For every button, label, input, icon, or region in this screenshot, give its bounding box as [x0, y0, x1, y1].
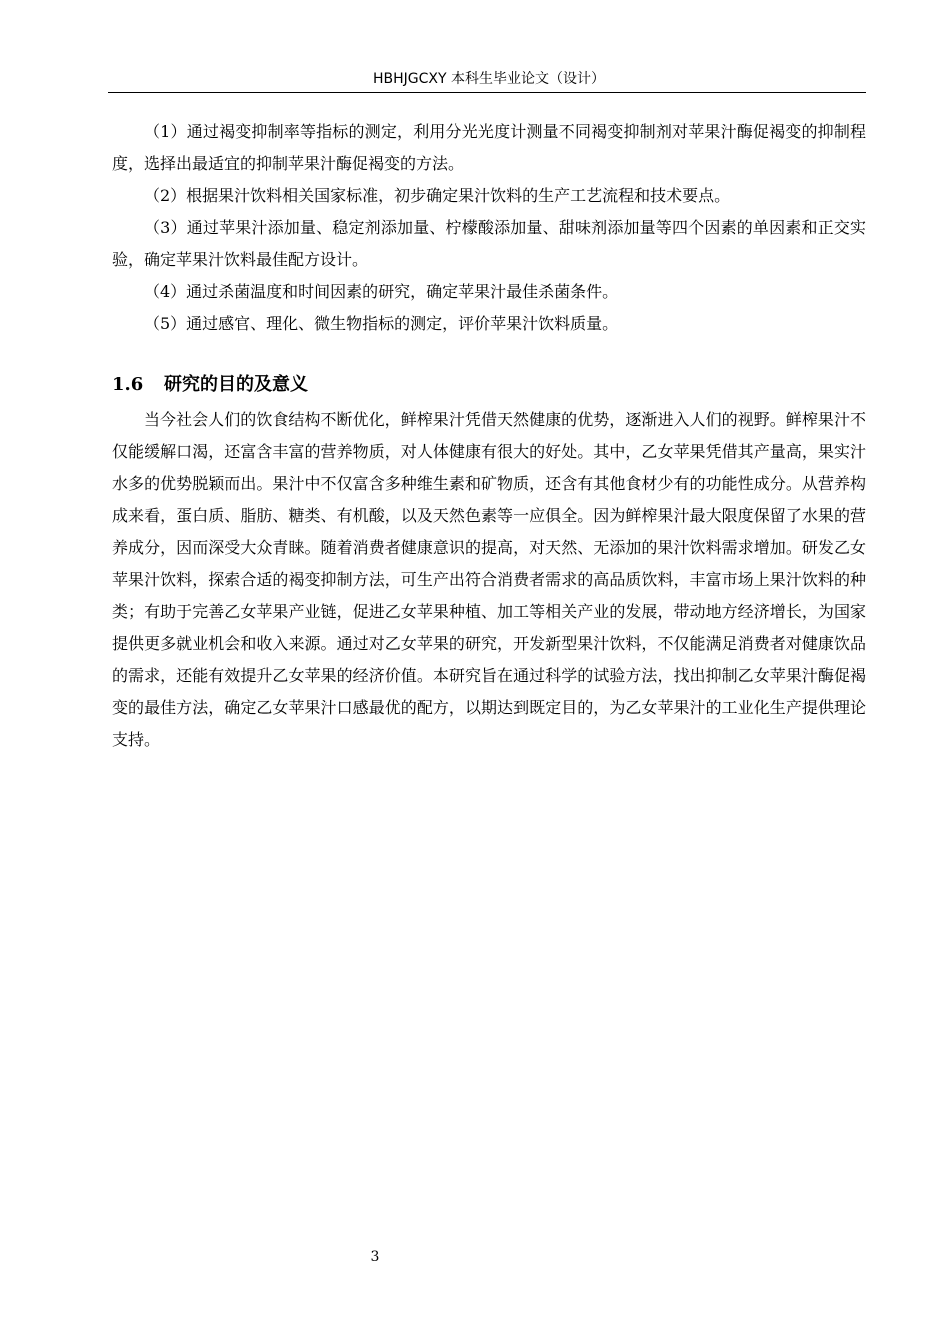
page-content	[112, 116, 866, 756]
body-paragraph: 当今社会人们的饮食结构不断优化，鲜榨果汁凭借天然健康的优势，逐渐进入人们的视野。鲜榨果汁不仅能缓解口渴，还富含丰富的营养物质，对人体健康有很大的好处。其中，乙女苹果凭借其产量高，果实汁水多的优势脱颖而出。果汁中不仅富含多种维生素和矿物质，还含有其他食材少有的功能性成分。从营养构成来看，蛋白质、脂肪、糖类、有机酸，以及天然色素等一应俱全。因为鲜榨果汁最大限度保留了水果的营养成分，因而深受大众青睐。随着消费者健康意识的提高，对天然、无添加的果汁饮料需求增加。研发乙女苹果汁饮料，探索合适的褐变抑制方法，可生产出符合消费者需求的高品质饮料，丰富市场上果汁饮料的种类；有助于完善乙女苹果产业链，促进乙女苹果种植、加工等相关产业的发展，带动地方经济增长，为国家提供更多就业机会和收入来源。通过对乙女苹果的研究，开发新型果汁饮料，不仅能满足消费者对健康饮品的需求，还能有效提升乙女苹果的经济价值。本研究旨在通过科学的试验方法，找出抑制乙女苹果汁酶促褐变的最佳方法，确定乙女苹果汁口感最优的配方，以期达到既定目的，为乙女苹果汁的工业化生产提供理论支持。	[112, 410, 866, 749]
header-divider	[108, 92, 866, 93]
list-item-4: （4）通过杀菌温度和时间因素的研究，确定苹果汁最佳杀菌条件。	[144, 282, 619, 301]
section-title: 研究的目的及意义	[164, 374, 308, 395]
list-item-2: （2）根据果汁饮料相关国家标准，初步确定果汁饮料的生产工艺流程和技术要点。	[144, 186, 731, 205]
list-item-1: （1）通过褐变抑制率等指标的测定，利用分光光度计测量不同褐变抑制剂对苹果汁酶促褐变的抑制程度，选择出最适宜的抑制苹果汁酶促褐变的方法。	[112, 122, 866, 173]
section-heading	[112, 368, 866, 404]
section-number: 1.6	[112, 374, 144, 395]
running-header: HBHJGCXY 本科生毕业论文（设计）	[372, 71, 605, 87]
page-number: 3	[370, 1249, 380, 1265]
list-item-5: （5）通过感官、理化、微生物指标的测定，评价苹果汁饮料质量。	[144, 314, 619, 333]
list-item-3: （3）通过苹果汁添加量、稳定剂添加量、柠檬酸添加量、甜味剂添加量等四个因素的单因素和正交实验，确定苹果汁饮料最佳配方设计。	[112, 218, 866, 269]
